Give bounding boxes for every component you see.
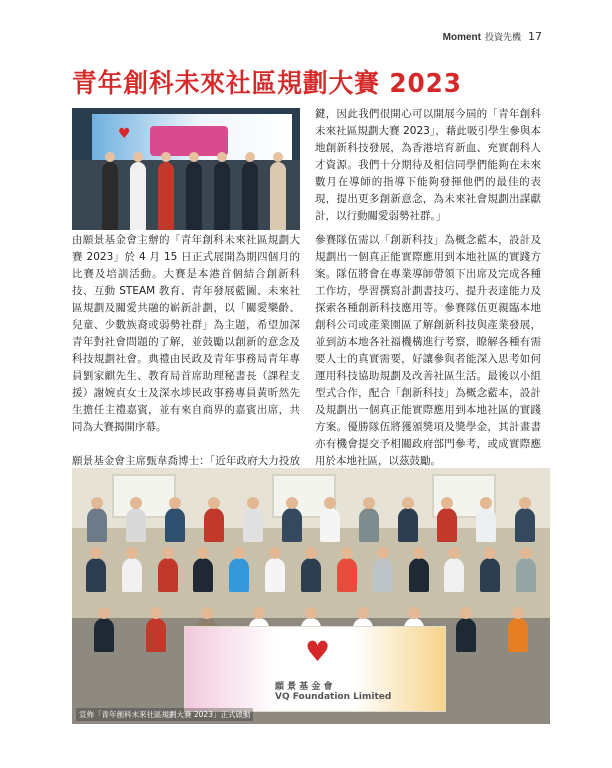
guest-figure	[158, 162, 174, 230]
guest-figure	[102, 162, 118, 230]
page-header	[443, 30, 542, 43]
guest-figure	[242, 162, 258, 230]
guest-figure	[130, 162, 146, 230]
page-number: 17	[528, 30, 542, 43]
section-category: 投資先機	[484, 33, 521, 43]
chairman-quote-paragraph: 願景基金會主席甄韋喬博士：「近年政府大力投放	[72, 455, 300, 467]
crowd-back-row	[78, 508, 544, 542]
article-title: 青年創科未來社區規劃大賽 2023	[72, 69, 462, 99]
foundation-heart-logo: ♥	[118, 126, 131, 142]
intro-paragraph: 由願景基金會主辦的「青年創科未來社區規劃大賽 2023」於 4 月 15 日正式展開為期四個月的比賽及培訓活動。大賽是本港首個結合創新科技、互動 STEAM 教育、青年發展藍圖、未來社區規劃及關愛共融的嶄新計劃，以「關愛樂齡、兒童、少數族裔或弱勢社群」為主題，希望加深青年對社會問題的了解，並鼓勵以創新的意念及科技規劃社會。典禮由民政及青年事務局青年專員劉家麒先生、教育局首席助理秘書長（課程支援）謝婉貞女士及深水埗民政事務專員黃昕然先生擔任主禮嘉賓，並有來自商界的嘉賓出席，共同為大賽揭開序幕。	[72, 234, 300, 433]
guest-figure	[186, 162, 202, 230]
crowd-middle-row	[78, 558, 544, 592]
foundation-banner	[184, 626, 446, 712]
guest-figure	[270, 162, 286, 230]
photo-caption: 宣佈「青年創科未來社區規劃大賽 2023」正式啟動	[76, 708, 253, 721]
right-column-top	[315, 106, 541, 242]
group-photo	[72, 468, 550, 724]
quote-continuation: 鍵，因此我們很開心可以開展今屆的「青年創科未來社區規劃大賽 2023」，藉此吸引學生參與本地創新科技發展，為香港培育新血、充實創科人才資源。我們十分期待及相信同學們能夠在未來數月在導師的指導下能夠發揮他們的最佳的表現，提出更多創新意念，為未來社會規劃出謀獻計，以行動關愛弱勢社群。」	[315, 108, 541, 222]
magazine-brand: Moment	[442, 32, 481, 43]
competition-details-paragraph: 參賽隊伍需以「創新科技」為概念藍本，設計及規劃出一個真正能實際應用到本地社區的實踐方案。隊伍將會在專業導師帶領下出席及完成各種工作坊，學習撰寫計劃書技巧、提升表達能力及探索各種創新科技應用等。參賽隊伍更親臨本地創科公司或產業園區了解創新科技與產業發展，並到訪本地各社福機構進行考察，瞭解各種有需要人士的真實需要，好讓參與者能深入思考如何運用科技協助規劃及改善社區生活。最後以小組型式合作，配合「創新科技」為概念藍本，設計及規劃出一個真正能實際應用到本地社區的實踐方案。優勝隊伍將獲頒獎項及獎學金，其計畫書亦有機會提交予相關政府部門參考，或成實際應用於本地社區，以茲鼓勵。	[315, 234, 541, 467]
right-column	[315, 232, 541, 487]
launch-ceremony-photo	[72, 108, 300, 230]
left-column	[72, 232, 300, 504]
event-sign	[150, 126, 228, 156]
banner-text: 願 景 基 金 會 VQ Foundation Limited	[275, 682, 392, 702]
guest-figure	[214, 162, 230, 230]
foundation-heart-logo: ♥	[305, 635, 331, 668]
